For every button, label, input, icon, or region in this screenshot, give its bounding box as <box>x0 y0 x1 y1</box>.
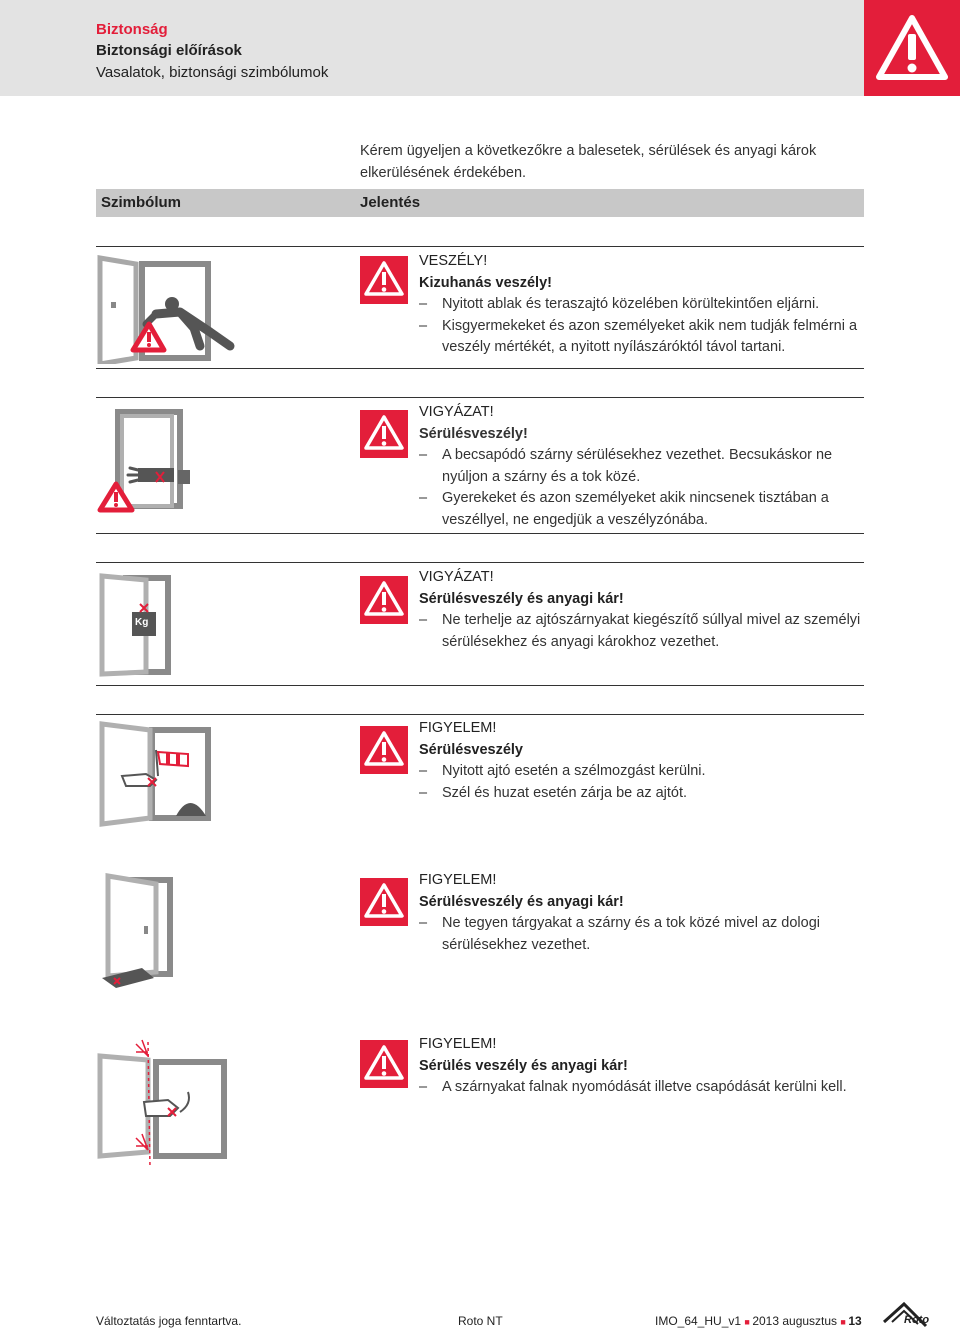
signal-word: FIGYELEM! <box>419 872 497 888</box>
list-item: – Kisgyermekeket és azon személyeket akik nem tudják felmérni a veszély mértékét, a nyitott nyílászáróktól távol tartani. <box>419 316 864 359</box>
list-item: – Gyerekeket és azon személyeket akik nincsenek tisztában a veszéllyel, ne engedjük a veszélyzónába. <box>419 488 864 531</box>
column-meaning: Jelentés <box>360 194 421 211</box>
row-divider <box>96 533 864 534</box>
warning-triangle-icon <box>364 261 404 297</box>
hazard-title: Sérülésveszély <box>419 741 523 758</box>
weight-label: Kg <box>135 617 149 628</box>
roto-logo <box>880 1300 940 1335</box>
footer-product: Roto NT <box>458 1314 503 1328</box>
row-divider <box>96 685 864 686</box>
footer-doc-info: IMO_64_HU_v1 ■ 2013 augusztus ■ 13 <box>655 1314 862 1328</box>
table-header <box>96 189 864 217</box>
warning-sign <box>360 726 408 774</box>
list-item: – Szél és huzat esetén zárja be az ajtót. <box>419 783 864 805</box>
warning-triangle-icon <box>364 883 404 919</box>
hazard-title: Sérülésveszély és anyagi kár! <box>419 893 624 910</box>
hazard-title: Sérülésveszély és anyagi kár! <box>419 590 624 607</box>
warning-triangle-icon <box>364 731 404 767</box>
safety-entry <box>419 567 864 653</box>
section-title: Biztonság <box>96 21 168 38</box>
safety-entry <box>419 1034 864 1099</box>
warning-sign <box>360 576 408 624</box>
header-warning-block <box>864 0 960 96</box>
warning-sign <box>360 1040 408 1088</box>
row-divider <box>96 397 864 398</box>
object-in-gap-illustration <box>96 872 186 997</box>
wall-impact-illustration <box>96 1036 236 1177</box>
list-item: – Nyitott ajtó esetén a szélmozgást kerülni. <box>419 761 864 783</box>
hazard-title: Kizuhanás veszély! <box>419 274 552 291</box>
intro-text: Kérem ügyeljen a következőkre a balesetek, sérülések és anyagi károk elkerülésének érdekében. <box>360 143 817 181</box>
page-subtitle: Vasalatok, biztonsági szimbólumok <box>96 64 329 81</box>
row-divider <box>96 246 864 247</box>
page-header <box>0 0 864 96</box>
warning-sign <box>360 410 408 458</box>
row-divider <box>96 714 864 715</box>
safety-entry <box>419 251 864 359</box>
hazard-title: Sérülésveszély! <box>419 425 528 442</box>
wind-hazard-illustration <box>96 720 226 835</box>
warning-triangle-icon <box>364 1045 404 1081</box>
signal-word: VESZÉLY! <box>419 253 488 269</box>
list-item: – A becsapódó szárny sérülésekhez vezethet. Becsukáskor ne nyúljon a szárny és a tok közé. <box>419 445 864 488</box>
hazard-title: Sérülés veszély és anyagi kár! <box>419 1057 628 1074</box>
signal-word: VIGYÁZAT! <box>419 404 494 420</box>
safety-entry <box>419 718 864 804</box>
pinch-hazard-illustration <box>96 404 206 521</box>
warning-sign <box>360 256 408 304</box>
footer-doc-code: IMO_64_HU_v1 <box>655 1314 742 1328</box>
extra-weight-illustration <box>96 570 186 685</box>
signal-word: FIGYELEM! <box>419 1036 497 1052</box>
list-item: – Nyitott ablak és teraszajtó közelében körültekintően eljárni. <box>419 294 864 316</box>
fall-hazard-illustration <box>96 252 246 369</box>
signal-word: FIGYELEM! <box>419 720 497 736</box>
list-item: – A szárnyakat falnak nyomódását illetve csapódását kerülni kell. <box>419 1077 864 1099</box>
page-number: 13 <box>848 1314 862 1328</box>
warning-triangle-icon <box>364 581 404 617</box>
warning-triangle-icon <box>876 14 948 82</box>
brand-name: Roto <box>904 1314 930 1326</box>
page-title: Biztonsági előírások <box>96 42 242 59</box>
list-item: – Ne terhelje az ajtószárnyakat kiegészítő súllyal mivel az személyi sérülésekhez és anyagi károkhoz vezethet. <box>419 610 864 653</box>
warning-sign <box>360 878 408 926</box>
warning-triangle-icon <box>364 415 404 451</box>
list-item: – Ne tegyen tárgyakat a szárny és a tok közé mivel az dologi sérülésekhez vezethet. <box>419 913 864 956</box>
footer-date: 2013 augusztus <box>752 1314 838 1328</box>
signal-word: VIGYÁZAT! <box>419 569 494 585</box>
safety-entry <box>419 870 864 956</box>
safety-entry <box>419 402 864 531</box>
footer-disclaimer: Változtatás joga fenntartva. <box>96 1314 242 1328</box>
row-divider <box>96 562 864 563</box>
column-symbol: Szimbólum <box>101 194 182 211</box>
